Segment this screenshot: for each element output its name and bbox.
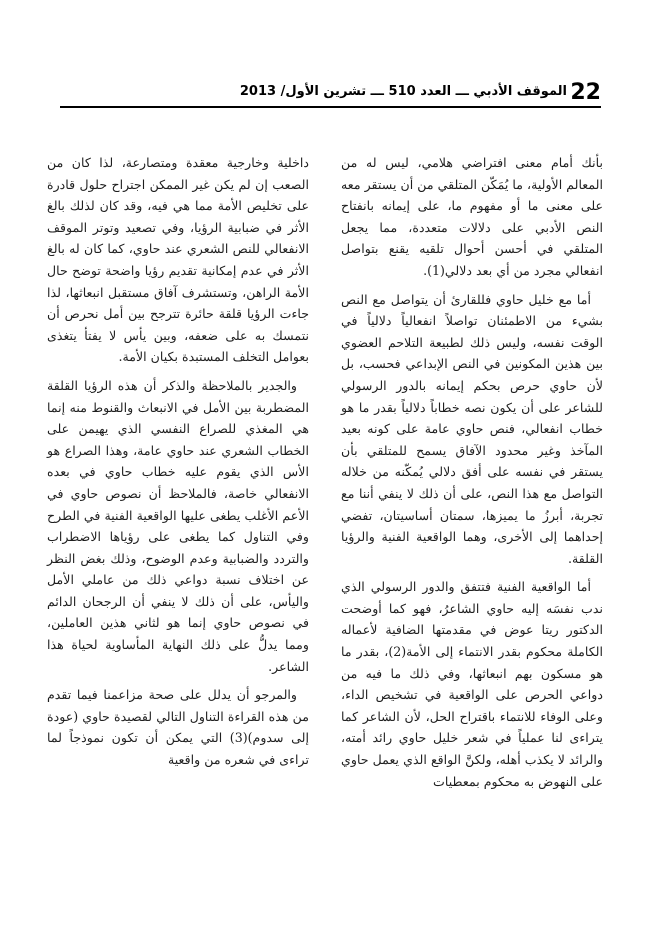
paragraph: داخلية وخارجية معقدة ومتصارعة، لذا كان من الصعب إن لم يكن غير الممكن اجتراح حلول قادرة على تخليص الأمة مما هي فيه، وقد كان لذلك بالغ الأثر في ضبابية الرؤيا، وفي تصعيد وتوتر الموقف الانفعالي للنص الشعري عند حاوي، كما كان له بالغ الأثر في عدم إمكانية تقديم رؤيا واضحة توضح حال الأمة الراهن، وتستشرف آفاق مستقبل انبعاثها، لذا جاءت الرؤيا قلقة حائرة تترجح بين أمل نحرص أن نتمسك به على ضعفه، وبين يأس لا يفتأ يتغذى بعوامل التخلف المستبدة بكيان الأمة. — [47, 155, 309, 365]
header-rule — [60, 106, 601, 108]
paragraph: بأنك أمام معنى افتراضي هلامي، ليس له من المعالم الأولية، ما يُمَكّن المتلقي من أن يستقر معه على معنى ما أو مفهوم ما، على إيمانه بانفتاح النص الأدبي على دلالات متعددة، مما يجعل المتلقي في أحسن أحوال تلقيه يقنع بتواصل انفعالي مجرد من أي بعد دلالي(1). — [341, 155, 603, 278]
paragraph: والمرجو أن يدلل على صحة مزاعمنا فيما تقدم من هذه القراءة التناول التالي لقصيدة حاوي (عودة إلى سدوم)(3) التي يمكن أن تكون نموذجاً لما تراءى في شعره من واقعية — [47, 687, 309, 768]
paragraph: أما الواقعية الفنية فتتفق والدور الرسولي الذي ندب نفسَه إليه حاوي الشاعرُ، فهو كما أوضحت الدكتور ريتا عوض في مقدمتها الضافية لأعماله الكاملة محكوم بقدر الانتماء إلى الأمة(2)، بقدر ما هو مسكون بهم انبعاثها، وفي ذلك ما فيه من دواعي الحرص على الواقعية في تشخيص الداء، وعلى الوفاء للانتماء باقتراح الحل، لأن الشاعر كما يتراءى لنا عملياً في شعر خليل حاوي رائد أمته، والرائد لا يكذب أهله، ولكنَّ الواقع الذي يعمل حاوي على النهوض به محكوم بمعطيات — [341, 579, 603, 789]
text-column-right — [341, 152, 603, 799]
paragraph: أما مع خليل حاوي فللقارئ أن يتواصل مع النص بشيء من الاطمئنان تواصلاً انفعالياً دلالياً في الوقت نفسه، وليس ذلك لطبيعة التلاحم العضوي بين هذين المكونين في النص الإبداعي فحسب، بل لأن حاوي حرص بحكم إيمانه بالدور الرسولي للشاعر على أن يكون نصه خطاباً دلالياً بقدر ما هو خطاب انفعالي، فنص حاوي عامة على كونه بعيد المآخذ وغير محدود الآفاق يسمح للمتلقي بأن يستقر في نفسه على أفق دلالي يُمكّنه من خلاله التواصل مع هذا النص، على أن ذلك لا ينفي أننا مع تجربة، أبرزُ ما يميزها، سمتان أساسيتان، تفضي إحداهما إلى الأخرى، وهما الواقعية الفنية والرؤيا القلقة. — [341, 291, 603, 566]
text-column-left — [47, 152, 309, 778]
running-title: الموقف الأدبي ـــ العدد 510 ـــ تشرين الأول/ 2013 — [239, 84, 567, 99]
page-number: 22 — [570, 80, 601, 105]
paragraph: والجدير بالملاحظة والذكر أن هذه الرؤيا القلقة المضطربة بين الأمل في الانبعاث والقنوط منه إنما هي المغذي للصراع النفسي الذي يهيمن على الخطاب الشعري عند حاوي عامة، وهذا الصراع هو الأس الذي يقوم عليه خطاب حاوي في بعده الانفعالي خاصة، فالملاحظ أن نصوص حاوي في الأعم الأغلب يطغى عليها الواقعية الفنية في الطرح وفي التناول كما يطغى على رؤياها الاضطراب والتردد والضبابية وعدم الوضوح، وذلك بغض النظر عن اختلاف نسبة دواعي ذلك من عاملي الأمل واليأس، على أن ذلك لا ينفي أن الرجحان الدائم في نصوص حاوي إنما هو لثاني هذين العاملين، ومما يدلُّ على ذلك النهاية المأساوية لحياة هذا الشاعر. — [47, 377, 309, 674]
page-header — [60, 76, 601, 110]
